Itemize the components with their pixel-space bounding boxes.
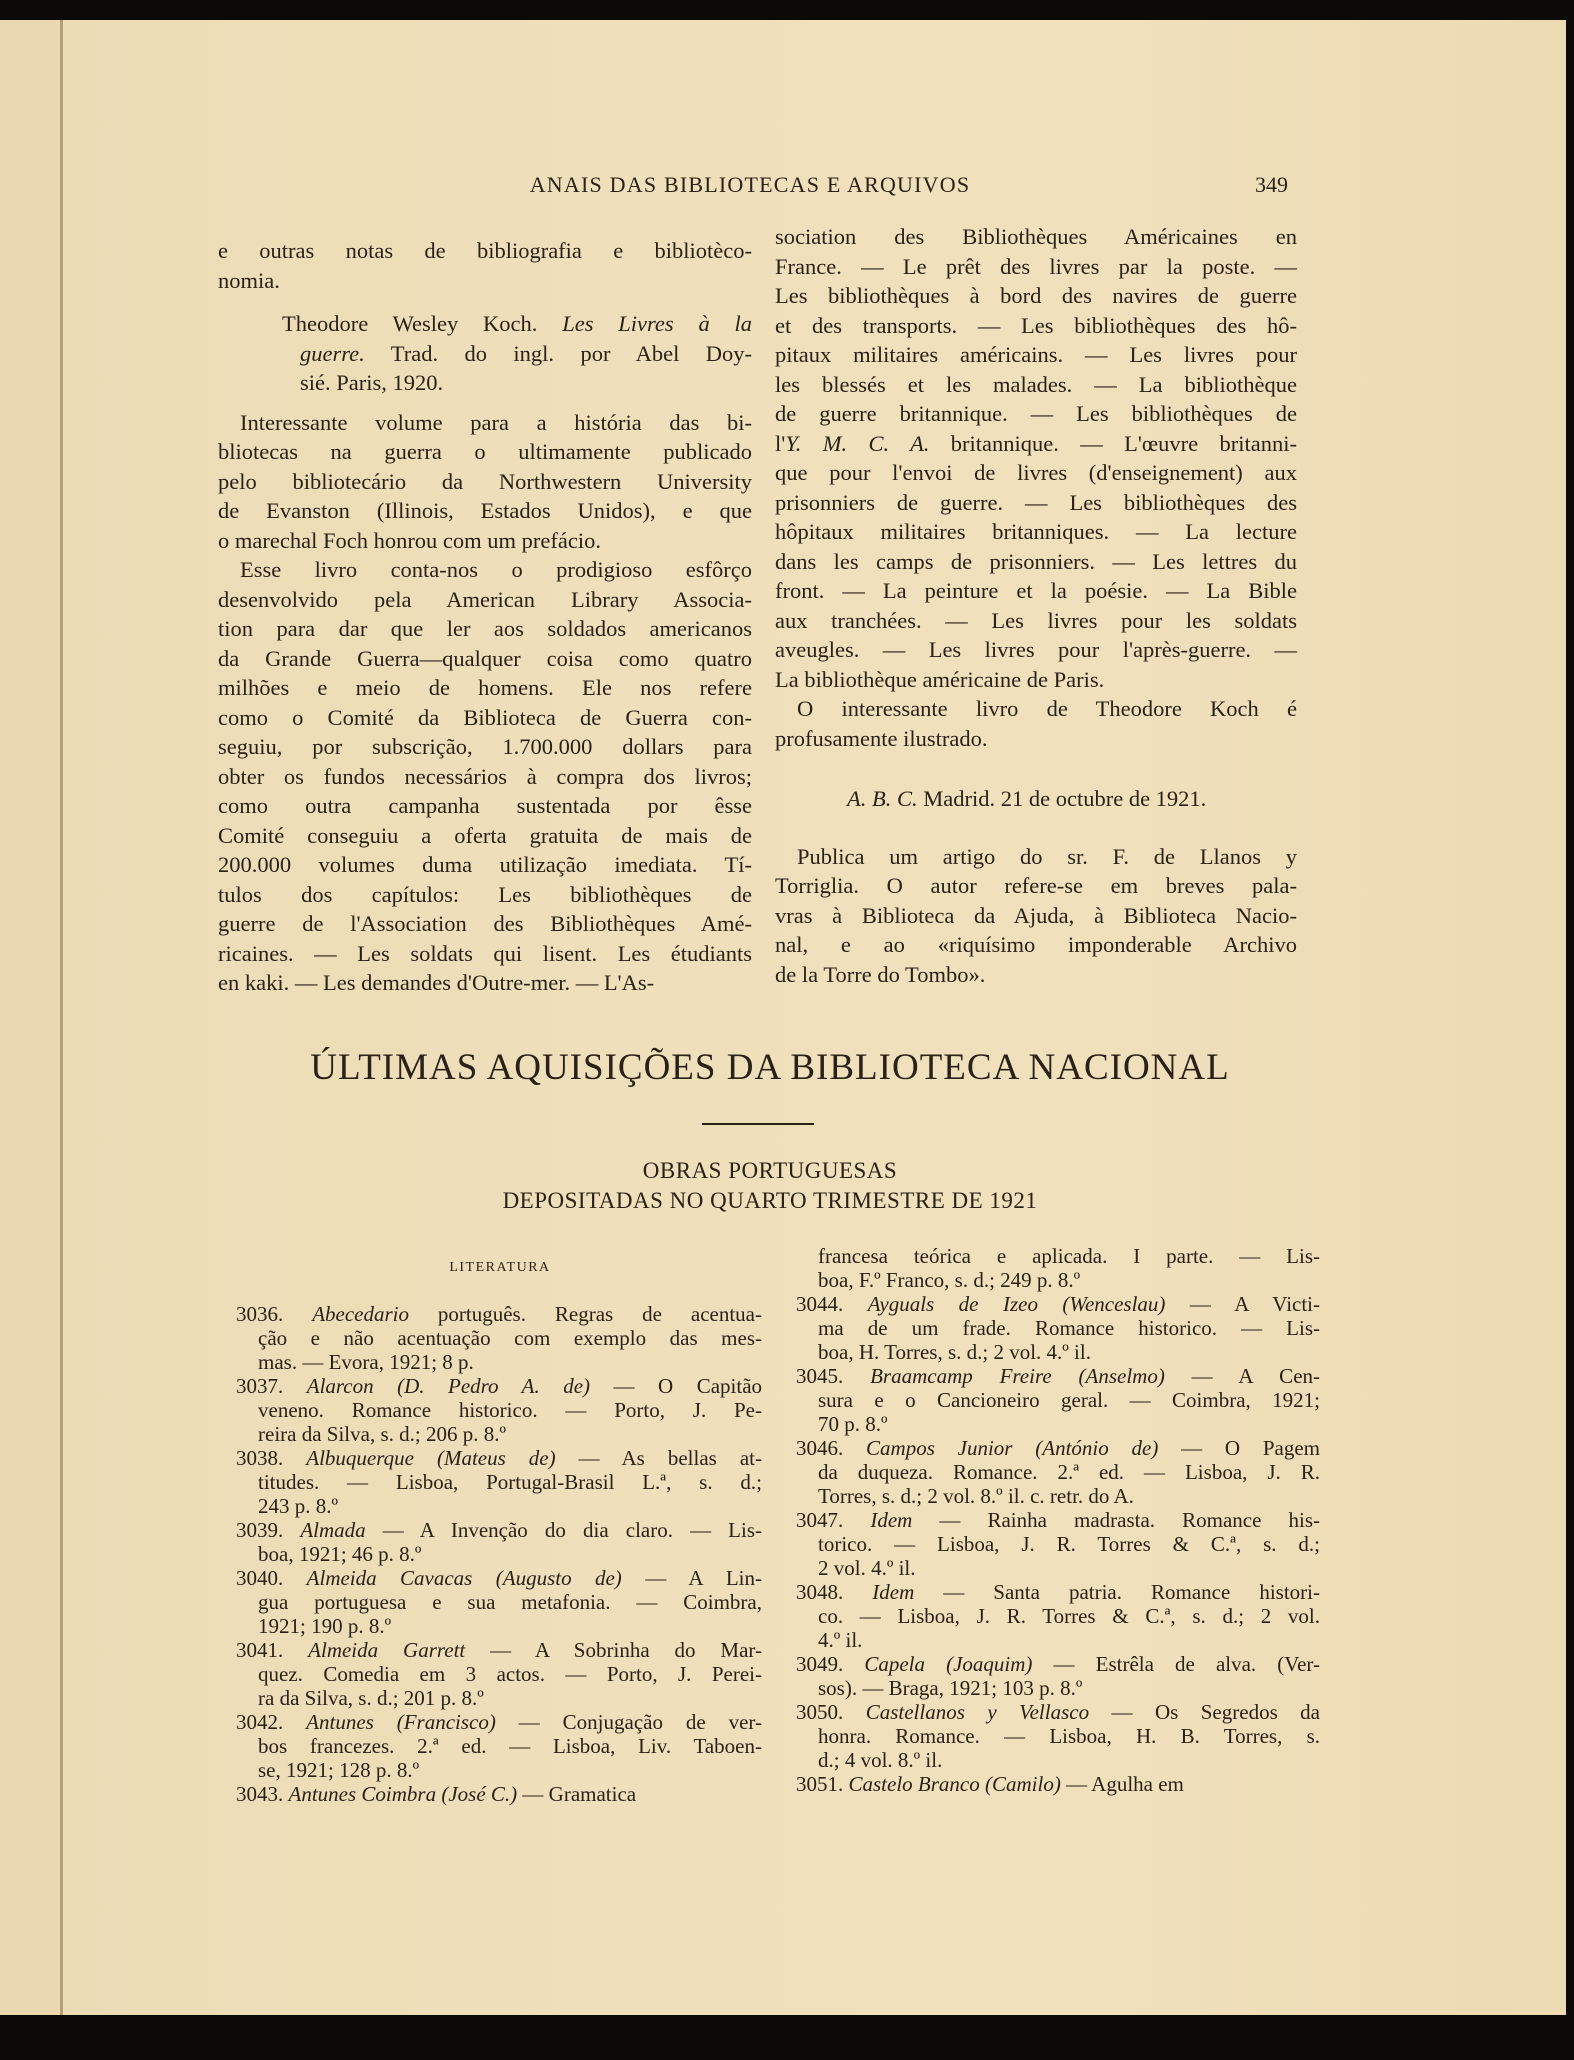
text: Publica um artigo do sr. F. de Llanos y — [797, 843, 1297, 869]
text: e outras notas de bibliografia e bibliotèco- — [218, 238, 752, 263]
text-line — [236, 1614, 762, 1638]
text-line — [236, 1566, 762, 1590]
text: Esse livro conta-nos o prodigioso esfôrço — [240, 557, 752, 582]
text: La bibliothèque américaine de Paris. — [775, 666, 1105, 692]
text: en kaki. — Les demandes d'Outre-mer. — L'As- — [218, 970, 655, 995]
text-line — [218, 732, 752, 762]
catalog-entry — [236, 1374, 762, 1446]
text-line — [775, 281, 1297, 311]
text-line — [218, 266, 752, 296]
text: les blessés et les malades. — La bibliothèque — [775, 371, 1297, 397]
text-line — [218, 968, 752, 998]
catalog-entry — [236, 1518, 762, 1566]
catalog-entry — [796, 1508, 1320, 1580]
text: — A Invenção do dia claro. — Lis- — [365, 1518, 762, 1542]
text-line — [796, 1532, 1320, 1556]
text-line — [775, 429, 1297, 459]
text: boa, H. Torres, s. d.; 2 vol. 4.º il. — [818, 1340, 1091, 1364]
text-line — [218, 368, 752, 398]
text-line — [775, 311, 1297, 341]
text-line — [775, 635, 1297, 665]
text: que pour l'envoi de livres (d'enseignement) aux — [775, 460, 1297, 485]
text: — O Pagem — [1158, 1436, 1320, 1460]
text-line — [775, 665, 1297, 695]
italic-text: Almeida Garrett — [308, 1638, 466, 1662]
text: português. Regras de acentua- — [408, 1302, 763, 1326]
text: 243 p. 8.º — [258, 1494, 339, 1518]
text-line — [775, 960, 1297, 990]
text: britannique. — L'œuvre britanni- — [929, 430, 1297, 456]
catalog-entry — [796, 1364, 1320, 1436]
text: nal, e ao «riquísimo imponderable Archivo — [775, 932, 1297, 957]
text-line — [796, 1460, 1320, 1484]
text: prisonniers de guerre. — Les bibliothèques des — [775, 489, 1297, 515]
text: pitaux militaires américains. — Les livres pour — [775, 342, 1297, 367]
text-line — [218, 909, 752, 939]
text: honra. Romance. — Lisboa, H. B. Torres, s. — [818, 1724, 1320, 1748]
text-line — [796, 1364, 1320, 1388]
text-line — [236, 1374, 762, 1398]
text: reira da Silva, s. d.; 206 p. 8.º — [258, 1422, 506, 1446]
catalog-right-column — [796, 1244, 1320, 1796]
text: sié. Paris, 1920. — [300, 370, 444, 395]
text: Madrid. 21 de octubre de 1921. — [917, 786, 1207, 811]
text-line — [236, 1686, 762, 1710]
italic-text: Almeida Cavacas (Augusto de) — [306, 1566, 622, 1590]
text: 3048. — [796, 1580, 873, 1604]
text-line — [775, 340, 1297, 370]
text: — Conjugação de ver- — [495, 1710, 762, 1734]
text-line — [796, 1292, 1320, 1316]
text: tion para dar que ler aos soldados americanos — [218, 616, 752, 641]
italic-text: Les Livres à la — [562, 311, 752, 336]
text: quez. Comedia em 3 actos. — Porto, J. Perei- — [258, 1662, 762, 1686]
paragraph — [796, 1244, 1320, 1292]
text-line — [218, 614, 752, 644]
italic-text: Alarcon (D. Pedro A. de) — [306, 1374, 591, 1398]
book-citation — [218, 309, 752, 398]
text-line — [775, 930, 1297, 960]
text: milhões e meio de homens. Ele nos refere — [218, 675, 752, 700]
text-line — [775, 252, 1297, 282]
text: boa, F.º Franco, s. d.; 249 p. 8.º — [818, 1268, 1081, 1292]
text-line — [796, 1748, 1320, 1772]
section-title: ÚLTIMAS AQUISIÇÕES DA BIBLIOTECA NACIONAL — [310, 1047, 1230, 1088]
italic-text: Castellanos y Vellasco — [865, 1700, 1090, 1724]
text: l' — [775, 430, 786, 456]
text-line — [796, 1628, 1320, 1652]
text-line — [218, 673, 752, 703]
text-line — [796, 1556, 1320, 1580]
text-line — [775, 606, 1297, 636]
text-line — [218, 880, 752, 910]
italic-text: Campos Junior (António de) — [866, 1436, 1159, 1460]
text: d.; 4 vol. 8.º il. — [818, 1748, 943, 1772]
text-line — [796, 1316, 1320, 1340]
text-line — [236, 1326, 762, 1350]
text-line — [236, 1542, 762, 1566]
text: ção e não acentuação com exemplo das mes- — [258, 1326, 762, 1350]
text: francesa teórica e aplicada. I parte. — Lis- — [818, 1244, 1320, 1268]
text-line — [236, 1590, 762, 1614]
text: 3039. — [236, 1518, 301, 1542]
catalog-entry — [796, 1292, 1320, 1364]
text: hôpitaux militaires britanniques. — La lecture — [775, 519, 1297, 544]
text: Les bibliothèques à bord des navires de guerre — [775, 283, 1297, 308]
text-line — [775, 370, 1297, 400]
text: — O Capitão — [590, 1374, 763, 1398]
text-line — [796, 1340, 1320, 1364]
italic-text: Abecedario — [312, 1302, 409, 1326]
page-number: 349 — [1255, 172, 1288, 197]
text: bos francezes. 2.ª ed. — Lisboa, Liv. Taboen- — [258, 1734, 762, 1758]
text: de la Torre do Tombo». — [775, 961, 986, 987]
text: obter os fundos necessários à compra dos livros; — [218, 763, 752, 789]
section-subtitle: OBRAS PORTUGUESAS — [642, 1158, 898, 1183]
text-line — [236, 1782, 762, 1806]
text: Torres, s. d.; 2 vol. 8.º il. c. retr. do A. — [818, 1484, 1134, 1508]
text: de guerre britannique. — Les bibliothèques de — [775, 401, 1297, 426]
text-line — [218, 467, 752, 497]
text: — Gramatica — [517, 1782, 637, 1806]
text: — Santa patria. Romance histori- — [914, 1580, 1320, 1604]
text: Theodore Wesley Koch. — [282, 311, 563, 336]
text: — Rainha madrasta. Romance his- — [912, 1508, 1320, 1532]
text: 3044. — [796, 1292, 868, 1316]
text: como o Comité da Biblioteca de Guerra con- — [218, 704, 752, 730]
text: da duqueza. Romance. 2.ª ed. — Lisboa, J. R. — [818, 1460, 1320, 1484]
text-line — [236, 1518, 762, 1542]
title-rule-divider — [702, 1123, 814, 1125]
paragraph — [775, 694, 1297, 753]
text-line — [775, 842, 1297, 872]
text: guerre de l'Association des Bibliothèques Amé- — [218, 911, 752, 936]
text: — Estrêla de alva. (Ver- — [1032, 1652, 1320, 1676]
text-line — [796, 1436, 1320, 1460]
text-line — [218, 791, 752, 821]
text: da Grande Guerra—qualquer coisa como quatro — [218, 645, 752, 671]
text-line — [236, 1422, 762, 1446]
text: dans les camps de prisonniers. — Les lettres du — [775, 548, 1297, 574]
text-line — [218, 762, 752, 792]
text-line — [796, 1724, 1320, 1748]
text: Interessante volume para a história das bi- — [240, 409, 752, 435]
text-line — [775, 222, 1297, 252]
italic-text: Castelo Branco (Camilo) — [848, 1772, 1061, 1796]
italic-text: Albuquerque (Mateus de) — [306, 1446, 556, 1470]
text-line — [796, 1604, 1320, 1628]
text: 3036. — [236, 1302, 313, 1326]
text: profusamente ilustrado. — [775, 725, 988, 751]
upper-left-column — [218, 236, 752, 998]
text-line — [218, 408, 752, 438]
text-line — [775, 871, 1297, 901]
text: o marechal Foch honrou com um prefácio. — [218, 527, 601, 553]
text-line — [796, 1484, 1320, 1508]
text: France. — Le prêt des livres par la poste. — — [775, 253, 1297, 279]
text: — Os Segredos da — [1089, 1700, 1320, 1724]
text: bliotecas na guerra o ultimamente publicado — [218, 439, 752, 464]
italic-text: Idem — [872, 1580, 915, 1604]
paragraph — [218, 555, 752, 998]
catalog-left-column — [236, 1302, 762, 1806]
text: nomia. — [218, 267, 280, 293]
text-line — [218, 644, 752, 674]
catalog-entry — [796, 1700, 1320, 1772]
text-line — [775, 576, 1297, 606]
italic-text: Ayguals de Izeo (Wenceslau) — [867, 1292, 1166, 1316]
text-line — [218, 526, 752, 556]
text-line — [218, 496, 752, 526]
text-line — [236, 1662, 762, 1686]
paragraph — [218, 236, 752, 295]
text: mas. — Evora, 1921; 8 p. — [258, 1350, 474, 1374]
text: — As bellas at- — [555, 1446, 762, 1470]
catalog-entry — [236, 1710, 762, 1782]
text: titudes. — Lisboa, Portugal-Brasil L.ª, s. d.; — [258, 1470, 762, 1494]
running-title: ANAIS DAS BIBLIOTECAS E ARQUIVOS — [529, 172, 971, 197]
text-line — [775, 784, 1297, 814]
italic-text: A. B. C. — [847, 786, 918, 811]
italic-text: Capela (Joaquim) — [864, 1652, 1033, 1676]
text: pelo bibliotecário da Northwestern University — [218, 468, 752, 494]
text: sociation des Bibliothèques Américaines en — [775, 224, 1297, 249]
text-line — [796, 1676, 1320, 1700]
text: sos). — Braga, 1921; 103 p. 8.º — [818, 1676, 1083, 1700]
text: — A Victi- — [1165, 1292, 1321, 1316]
catalog-entry — [236, 1566, 762, 1638]
text-line — [236, 1494, 762, 1518]
text: sura e o Cancioneiro geral. — Coimbra, 1921; — [818, 1388, 1320, 1412]
text-line — [236, 1470, 762, 1494]
text-line — [236, 1734, 762, 1758]
text-line — [796, 1772, 1320, 1796]
facing-page-edge — [0, 20, 60, 2015]
text: 3041. — [236, 1638, 309, 1662]
text: se, 1921; 128 p. 8.º — [258, 1758, 420, 1782]
text: tulos dos capítulos: Les bibliothèques de — [218, 881, 752, 907]
text: ma de um frade. Romance historico. — Lis- — [818, 1316, 1320, 1340]
text-line — [796, 1700, 1320, 1724]
source-citation — [775, 784, 1297, 814]
text-line — [796, 1268, 1320, 1292]
text-line — [218, 437, 752, 467]
binding-line — [60, 20, 63, 2015]
text: — A Lin- — [621, 1566, 762, 1590]
text-line — [218, 939, 752, 969]
text-line — [775, 399, 1297, 429]
catalog-entry — [236, 1302, 762, 1374]
text: 70 p. 8.º — [818, 1412, 888, 1436]
text: 3047. — [796, 1508, 871, 1532]
paragraph — [775, 222, 1297, 694]
italic-text: Antunes Coimbra (José C.) — [288, 1782, 518, 1806]
text: 2 vol. 4.º il. — [818, 1556, 916, 1580]
text: de Evanston (Illinois, Estados Unidos), e que — [218, 498, 752, 523]
text-line — [236, 1710, 762, 1734]
text: 3049. — [796, 1652, 865, 1676]
text: 3051. — [796, 1772, 849, 1796]
italic-text: Antunes (Francisco) — [306, 1710, 496, 1734]
text: — A Sobrinha do Mar- — [465, 1638, 762, 1662]
text: front. — La peinture et la poésie. — La Bible — [775, 578, 1297, 603]
paragraph — [775, 842, 1297, 990]
text: ra da Silva, s. d.; 201 p. 8.º — [258, 1686, 484, 1710]
text-line — [236, 1350, 762, 1374]
text-line — [236, 1446, 762, 1470]
text: veneno. Romance historico. — Porto, J. Pe- — [258, 1398, 762, 1422]
text: aux tranchées. — Les livres pour les soldats — [775, 607, 1297, 633]
text: 3038. — [236, 1446, 307, 1470]
text-line — [796, 1508, 1320, 1532]
text: et des transports. — Les bibliothèques des hô- — [775, 312, 1297, 338]
text: boa, 1921; 46 p. 8.º — [258, 1542, 422, 1566]
text-line — [796, 1244, 1320, 1268]
text-line — [218, 555, 752, 585]
text-line — [236, 1398, 762, 1422]
text: Torriglia. O autor refere-se em breves pala- — [775, 873, 1297, 898]
italic-text: Idem — [870, 1508, 913, 1532]
text-line — [236, 1638, 762, 1662]
text-line — [218, 236, 752, 266]
catalog-entry — [236, 1446, 762, 1518]
italic-text: Braamcamp Freire (Anselmo) — [870, 1364, 1165, 1388]
catalog-entry — [796, 1652, 1320, 1700]
catalog-entry — [796, 1436, 1320, 1508]
italic-text: Y. M. C. A. — [785, 430, 930, 456]
text: ricaines. — Les soldats qui lisent. Les étudiants — [218, 940, 752, 966]
catalog-entry — [796, 1772, 1320, 1796]
text: — Agulha em — [1060, 1772, 1184, 1796]
text-line — [218, 309, 752, 339]
italic-text: Almada — [300, 1518, 366, 1542]
text: 3046. — [796, 1436, 867, 1460]
text-line — [218, 850, 752, 880]
text: aveugles. — Les livres pour l'après-guerre. — — [775, 637, 1297, 662]
text: — A Cen- — [1164, 1364, 1321, 1388]
catalog-entry — [796, 1580, 1320, 1652]
text-line — [775, 547, 1297, 577]
text-line — [218, 585, 752, 615]
text-line — [236, 1302, 762, 1326]
italic-text: guerre. — [300, 340, 365, 366]
text: seguiu, por subscrição, 1.700.000 dollars para — [218, 734, 752, 759]
text-line — [796, 1652, 1320, 1676]
text: 3043. — [236, 1782, 289, 1806]
catalog-entry — [236, 1782, 762, 1806]
text: 4.º il. — [818, 1628, 863, 1652]
paragraph — [218, 408, 752, 556]
text: 3037. — [236, 1374, 307, 1398]
category-heading: LITERATURA — [449, 1260, 551, 1275]
text: gua portuguesa e sua metafonia. — Coimbra, — [258, 1590, 762, 1614]
text-line — [796, 1580, 1320, 1604]
text: 3042. — [236, 1710, 307, 1734]
text: 3050. — [796, 1700, 866, 1724]
text: vras à Biblioteca da Ajuda, à Biblioteca Nacio- — [775, 902, 1297, 928]
catalog-entry — [236, 1638, 762, 1710]
text-line — [796, 1412, 1320, 1436]
text: 3045. — [796, 1364, 871, 1388]
text-line — [775, 724, 1297, 754]
text-line — [218, 339, 752, 369]
text: torico. — Lisboa, J. R. Torres & C.ª, s. d.; — [818, 1532, 1320, 1556]
text-line — [236, 1758, 762, 1782]
text-line — [775, 694, 1297, 724]
text-line — [775, 901, 1297, 931]
text: desenvolvido pela American Library Associa- — [218, 586, 752, 612]
text-line — [218, 703, 752, 733]
text-line — [218, 821, 752, 851]
text-line — [775, 458, 1297, 488]
text: 1921; 190 p. 8.º — [258, 1614, 392, 1638]
text: O interessante livro de Theodore Koch é — [797, 696, 1297, 721]
text: Trad. do ingl. por Abel Doy- — [364, 340, 752, 366]
text: co. — Lisboa, J. R. Torres & C.ª, s. d.; 2 vol. — [818, 1604, 1320, 1628]
text-line — [796, 1388, 1320, 1412]
section-subtitle-deposit: DEPOSITADAS NO QUARTO TRIMESTRE DE 1921 — [502, 1188, 1038, 1213]
upper-right-column — [775, 222, 1297, 989]
text: Comité conseguiu a oferta gratuita de mais de — [218, 822, 752, 848]
text-line — [775, 488, 1297, 518]
text: 3040. — [236, 1566, 307, 1590]
text: como outra campanha sustentada por êsse — [218, 793, 752, 818]
text: 200.000 volumes duma utilização imediata. Tí- — [218, 852, 752, 877]
text-line — [775, 517, 1297, 547]
